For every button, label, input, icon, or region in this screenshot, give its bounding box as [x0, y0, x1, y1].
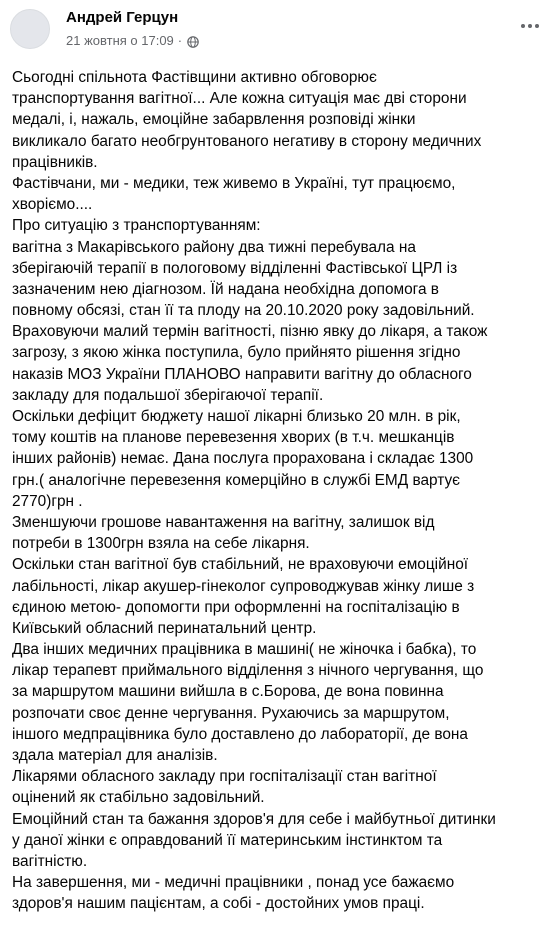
- post-text-line: хворіємо....: [12, 196, 93, 214]
- globe-icon[interactable]: [187, 35, 199, 47]
- post-text-line: Емоційний стан та бажання здоров'я для себе і майбутньої дитинки: [12, 810, 496, 828]
- post-text-line: лікар терапевт приймального відділення з нічного чергування, що: [12, 662, 484, 680]
- post-meta: [66, 32, 199, 50]
- post-text-line: На завершення, ми - медичні працівники , понад усе бажаємо: [12, 874, 455, 892]
- post-text-line: вагітна з Макарівського району два тижні перебувала на: [12, 238, 416, 256]
- post-text-line: потреби в 1300грн взяла на себе лікарня.: [12, 535, 310, 553]
- post-text-line: у даної жінки є оправдований її материнським інстинктом та: [12, 831, 443, 849]
- post-text-line: за маршрутом машини вийшла в с.Борова, де вона повинна: [12, 683, 444, 701]
- post-text-line: лабільності, лікар акушер-гінеколог супроводжував жінку лише з: [12, 577, 475, 595]
- post-text-line: зберігаючій терапії в пологовому відділенні Фастівської ЦРЛ із: [12, 259, 458, 277]
- post-text-line: 2770)грн .: [12, 492, 83, 510]
- post-timestamp[interactable]: 21 жовтня о 17:09: [66, 33, 174, 48]
- avatar[interactable]: [10, 9, 50, 49]
- post-text-line: Сьогодні спільнота Фастівщини активно обговорює: [12, 69, 377, 86]
- post-text-line: викликало багато необгрунтованого негативу в сторону медичних: [12, 132, 482, 150]
- post-text-line: здала матеріал для аналізів.: [12, 747, 218, 764]
- more-horizontal-icon: [521, 24, 525, 28]
- post-text-line: працівників.: [12, 153, 98, 171]
- author-name[interactable]: Андрей Герцун: [66, 9, 179, 26]
- post-text-line: закладу для подальшої зберігаючої терапії.: [12, 386, 324, 404]
- post-text-line: оцінений як стабільно задовільний.: [12, 789, 265, 807]
- post-text-line: розпочати своє денне чергування. Рухаючись за маршрутом,: [12, 704, 450, 722]
- post-text: [12, 67, 548, 915]
- post-text-line: Два інших медичних працівника в машині( не жіночка і бабка), то: [12, 641, 477, 659]
- meta-separator: ·: [177, 33, 183, 48]
- post-text-line: повному обсязі, стан її та плоду на 20.10.2020 року задовільний.: [12, 302, 475, 320]
- post-text-line: Оскільки стан вагітної був стабільний, не враховуючи емоційної: [12, 556, 469, 574]
- post-text-line: вагітністю.: [12, 852, 88, 870]
- post-text-line: інших районів) немає. Дана послуга прорахована і складає 1300: [12, 450, 474, 468]
- post-text-line: транспортування вагітної... Але кожна ситуація має дві сторони: [12, 90, 467, 108]
- post-text-line: грн.( аналогічне перевезення комерційно в службі ЕМД вартує: [12, 471, 461, 489]
- post-text-line: загрозу, з якою жінка поступила, було прийнято рішення згідно: [12, 344, 461, 362]
- post-text-line: наказів МОЗ України ПЛАНОВО направити вагітну до обласного: [12, 365, 472, 383]
- post-text-line: Оскільки дефіцит бюджету нашої лікарні близько 20 млн. в рік,: [12, 408, 461, 425]
- post-header: [0, 0, 560, 62]
- post-text-line: Зменшуючи грошове навантаження на вагітну, залишок від: [12, 513, 435, 531]
- post-text-line: здоров'я нашим пацієнтам, а собі - достойних умов праці.: [12, 895, 425, 913]
- post-text-line: зазначеним нею діагнозом. Їй надана необхідна допомога в: [12, 280, 439, 298]
- post-text-line: Враховуючи малий термін вагітності, пізню явку до лікаря, а також: [12, 323, 488, 341]
- post-text-line: Про ситуацію з транспортуванням:: [12, 217, 261, 235]
- more-options-button[interactable]: [514, 16, 546, 36]
- post-text-line: єдиною метою- допомогти при оформленні на госпіталізацію в: [12, 598, 460, 616]
- post-text-line: тому коштів на планове перевезення хворих (в т.ч. мешканців: [12, 429, 455, 447]
- post-text-line: Київський обласний перинатальний центр.: [12, 619, 317, 637]
- post-text-line: Фастівчани, ми - медики, теж живемо в Україні, тут працюємо,: [12, 174, 456, 192]
- post-text-line: медалі, і, нажаль, емоційне забарвлення розповіді жінки: [12, 111, 416, 129]
- post-text-line: іншого медпрацівника було доставлено до лабораторії, де вона: [12, 725, 468, 743]
- post-text-line: Лікарями обласного закладу при госпіталізації стан вагітної: [12, 768, 437, 786]
